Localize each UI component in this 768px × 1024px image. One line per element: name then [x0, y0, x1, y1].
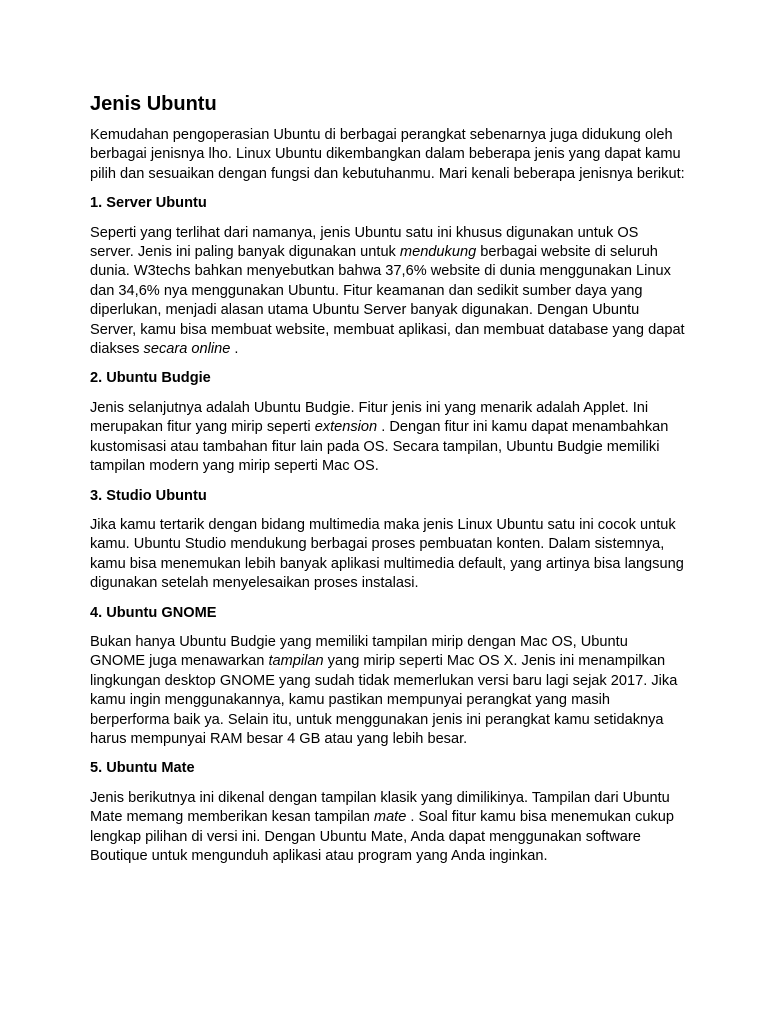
section-heading-studio-ubuntu: 3. Studio Ubuntu	[90, 487, 207, 504]
emphasis-text: mate	[373, 809, 407, 826]
emphasis-text: mendukung	[399, 244, 477, 261]
paragraph-text: Seperti yang terlihat dari namanya, jenis Ubuntu satu ini khusus digunakan untuk OS server. Jenis ini paling banyak digunakan untuk	[90, 224, 639, 261]
section-paragraph-ubuntu-mate	[90, 789, 686, 867]
emphasis-text: extension	[314, 419, 378, 436]
paragraph-text: yang mirip seperti Mac OS X. Jenis ini menampilkan lingkungan desktop GNOME yang sudah tidak memerlukan versi baru lagi sejak 2017. Jika kamu ingin menggunakannya, kamu pastikan mempunyai perangkat yang masih berperforma baik ya. Selain itu, untuk menggunakan jenis ini perangkat kamu setidaknya harus mempunyai RAM besar 4 GB atau yang lebih besar.	[90, 653, 678, 747]
section-paragraph-ubuntu-gnome	[90, 633, 686, 749]
section-paragraph-server-ubuntu	[90, 224, 686, 360]
paragraph-text: . Dengan fitur ini kamu dapat menambahkan kustomisasi atau tambahan fitur lain pada OS. Secara tampilan, Ubuntu Budgie memiliki tampilan modern yang mirip seperti Mac OS.	[90, 419, 669, 475]
paragraph-text: Jika kamu tertarik dengan bidang multimedia maka jenis Linux Ubuntu satu ini cocok untuk kamu. Ubuntu Studio mendukung berbagai proses pembuatan konten. Dalam sistemnya, kamu bisa menemukan lebih banyak aplikasi multimedia default, yang artinya bisa langsung digunakan setelah menyelesaikan proses instalasi.	[90, 516, 684, 592]
section-heading-ubuntu-gnome: 4. Ubuntu GNOME	[90, 604, 217, 621]
paragraph-text: . Soal fitur kamu bisa menemukan cukup lengkap pilihan di versi ini. Dengan Ubuntu Mate, Anda dapat menggunakan software Boutique untuk mengunduh aplikasi atau program yang Anda inginkan.	[90, 809, 675, 864]
emphasis-text: secara online	[143, 341, 231, 358]
paragraph-text: Jenis berikutnya ini dikenal dengan tampilan klasik yang dimilikinya. Tampilan dari Ubuntu Mate memang memberikan kesan tampilan	[90, 789, 670, 826]
intro-paragraph: Kemudahan pengoperasian Ubuntu di berbagai perangkat sebenarnya juga didukung oleh berbagai jenisnya lho. Linux Ubuntu dikembangkan dalam beberapa jenis yang dapat kamu pilih dan sesuaikan dengan fungsi dan kebutuhanmu. Mari kenali beberapa jenisnya berikut:	[90, 127, 685, 182]
paragraph-text: Bukan hanya Ubuntu Budgie yang memiliki tampilan mirip dengan Mac OS, Ubuntu GNOME juga menawarkan	[90, 633, 628, 670]
document-page	[90, 92, 686, 866]
paragraph-text: .	[230, 341, 239, 358]
section-heading-server-ubuntu: 1. Server Ubuntu	[90, 195, 207, 212]
section-heading-ubuntu-budgie: 2. Ubuntu Budgie	[90, 370, 211, 387]
section-heading-ubuntu-mate: 5. Ubuntu Mate	[90, 760, 195, 777]
section-paragraph-ubuntu-budgie	[90, 399, 686, 477]
section-paragraph-studio-ubuntu	[90, 516, 686, 594]
page-title: Jenis Ubuntu	[90, 93, 217, 115]
paragraph-text: berbagai website di seluruh dunia. W3techs bahkan menyebutkan bahwa 37,6% website di dunia menggunakan Linux dan 34,6% nya menggunakan Ubuntu. Fitur keamanan dan sedikit sumber daya yang diperlukan, menjadi alasan utama Ubuntu Server banyak digunakan. Dengan Ubuntu Server, kamu bisa membuat website, membuat aplikasi, dan membuat database yang dapat diakses	[90, 244, 685, 358]
paragraph-text: Jenis selanjutnya adalah Ubuntu Budgie. Fitur jenis ini yang menarik adalah Applet. Ini merupakan fitur yang mirip seperti	[90, 399, 649, 436]
emphasis-text: tampilan	[268, 653, 324, 670]
